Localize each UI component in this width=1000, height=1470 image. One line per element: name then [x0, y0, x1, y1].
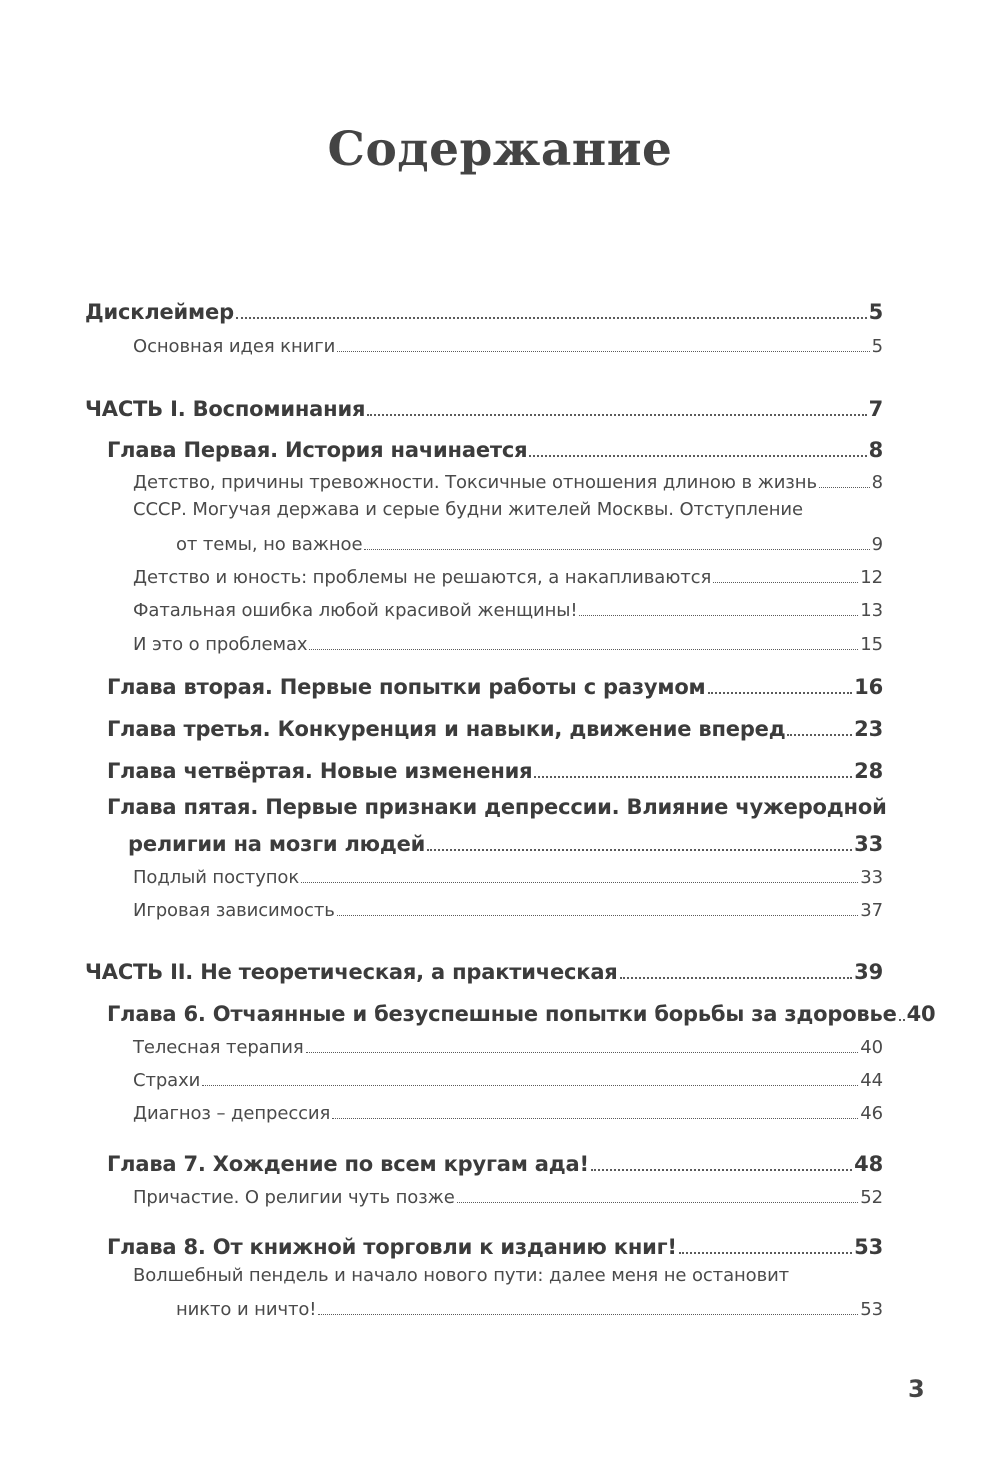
dot-leader — [337, 914, 859, 916]
dot-leader — [301, 881, 858, 883]
dot-leader — [367, 413, 866, 416]
toc-entry[interactable] — [133, 330, 883, 357]
toc-entry[interactable] — [107, 1146, 883, 1176]
toc-entry[interactable] — [128, 826, 883, 856]
toc-entry-title: Игровая зависимость — [133, 900, 335, 921]
toc-entry[interactable] — [107, 711, 883, 741]
toc-entry[interactable] — [107, 669, 883, 699]
toc-entry-title: И это о проблемах — [133, 634, 308, 655]
toc-entry-page: 12 — [860, 567, 883, 588]
dot-leader — [236, 316, 867, 319]
toc-entry[interactable] — [133, 1097, 883, 1124]
toc-entry-page: 8 — [868, 438, 883, 462]
toc-entry[interactable] — [133, 466, 883, 493]
toc-entry-title: ЧАСТЬ I. Воспоминания — [85, 397, 366, 421]
toc-entry-title: Страхи — [133, 1070, 201, 1091]
toc-entry-title: Глава 7. Хождение по всем кругам ада! — [107, 1152, 589, 1176]
dot-leader — [899, 1018, 905, 1021]
toc-entry-page: 13 — [860, 600, 883, 621]
toc-entry[interactable] — [133, 1031, 883, 1058]
toc-entry-page: 46 — [860, 1103, 883, 1124]
toc-entry-page: 15 — [860, 634, 883, 655]
toc-entry-title: религии на мозги людей — [128, 832, 426, 856]
toc-entry-page: 40 — [906, 1002, 936, 1026]
toc-entry[interactable] — [85, 391, 883, 421]
page-title: Содержание — [327, 122, 673, 177]
toc-entry-page: 7 — [868, 397, 883, 421]
toc-entry-page: 39 — [854, 960, 883, 984]
toc-entry-title: Детство и юность: проблемы не решаются, а накапливаются — [133, 567, 712, 588]
toc-entry-page: 16 — [854, 675, 883, 699]
dot-leader — [427, 848, 852, 851]
toc-entry-page: 33 — [854, 832, 883, 856]
page-number: 3 — [908, 1375, 925, 1403]
toc-entry-page: 5 — [871, 336, 883, 357]
toc-entry[interactable] — [85, 954, 883, 984]
dot-leader — [713, 581, 858, 583]
toc-entry-title: ЧАСТЬ II. Не теоретическая, а практическая — [85, 960, 618, 984]
dot-leader — [579, 614, 858, 616]
toc-entry-page: 8 — [871, 472, 883, 493]
dot-leader — [620, 976, 853, 979]
toc-entry-title: Глава 6. Отчаянные и безуспешные попытки борьбы за здоровье — [107, 1002, 897, 1026]
toc-entry[interactable] — [133, 594, 883, 621]
toc-entry-title: Телесная терапия — [133, 1037, 304, 1058]
toc-entry[interactable] — [176, 1293, 883, 1320]
toc-entry-title: Глава третья. Конкуренция и навыки, движение вперед — [107, 717, 786, 741]
toc-entry-title: Глава четвёртая. Новые изменения — [107, 759, 533, 783]
dot-leader — [306, 1051, 859, 1053]
dot-leader — [332, 1117, 858, 1119]
toc-entry[interactable] — [133, 561, 883, 588]
toc-entry[interactable] — [107, 996, 936, 1026]
toc-entry-title: никто и ничто! — [176, 1299, 317, 1320]
toc-entry[interactable] — [133, 894, 883, 921]
toc-entry[interactable] — [133, 1181, 883, 1208]
toc-entry-page: 9 — [871, 534, 883, 555]
toc-entry[interactable] — [176, 528, 883, 555]
toc-entry[interactable] — [107, 753, 883, 783]
toc-entry[interactable] — [133, 1064, 883, 1091]
toc-entry-page: 33 — [860, 867, 883, 888]
toc-entry-title: Основная идея книги — [133, 336, 336, 357]
toc-entry-title-line1: Волшебный пендель и начало нового пути: далее меня не остановит — [133, 1265, 790, 1286]
dot-leader — [529, 454, 866, 457]
toc-entry-title-line1: СССР. Могучая держава и серые будни жителей Москвы. Отступление — [133, 499, 803, 520]
toc-entry-page: 44 — [860, 1070, 883, 1091]
toc-entry-title: от темы, но важное — [176, 534, 363, 555]
dot-leader — [457, 1201, 859, 1203]
toc-entry[interactable] — [133, 628, 883, 655]
toc-entry-page: 37 — [860, 900, 883, 921]
dot-leader — [708, 691, 853, 694]
toc-entry-title: Подлый поступок — [133, 867, 300, 888]
toc-entry-page: 52 — [860, 1187, 883, 1208]
toc-entry-page: 23 — [854, 717, 883, 741]
toc-entry-title: Причастие. О религии чуть позже — [133, 1187, 455, 1208]
toc-entry-title-line1: Глава пятая. Первые признаки депрессии. Влияние чужеродной — [107, 795, 887, 819]
toc-entry[interactable] — [85, 294, 883, 324]
toc-entry-page: 53 — [854, 1235, 883, 1259]
dot-leader — [534, 775, 852, 778]
toc-entry[interactable] — [107, 432, 883, 462]
toc-entry-title: Глава Первая. История начинается — [107, 438, 528, 462]
dot-leader — [318, 1313, 858, 1315]
dot-leader — [591, 1168, 852, 1171]
toc-entry-title: Глава вторая. Первые попытки работы с разумом — [107, 675, 706, 699]
toc-entry-title: Детство, причины тревожности. Токсичные отношения длиною в жизнь — [133, 472, 817, 493]
toc-entry[interactable] — [133, 861, 883, 888]
toc-entry-title: Диагноз – депрессия — [133, 1103, 331, 1124]
toc-entry[interactable] — [107, 1229, 883, 1259]
toc-entry-page: 48 — [854, 1152, 883, 1176]
dot-leader — [202, 1084, 858, 1086]
dot-leader — [337, 350, 869, 352]
dot-leader — [364, 548, 869, 550]
toc-entry-page: 28 — [854, 759, 883, 783]
toc-entry-title: Дисклеймер — [85, 300, 234, 324]
toc-entry-page: 53 — [860, 1299, 883, 1320]
dot-leader — [787, 733, 852, 736]
toc-entry-title: Глава 8. От книжной торговли к изданию книг! — [107, 1235, 677, 1259]
toc-entry-title: Фатальная ошибка любой красивой женщины! — [133, 600, 578, 621]
toc-entry-page: 40 — [860, 1037, 883, 1058]
dot-leader — [819, 486, 870, 488]
toc-entry-page: 5 — [868, 300, 883, 324]
dot-leader — [309, 648, 858, 650]
dot-leader — [679, 1251, 852, 1254]
